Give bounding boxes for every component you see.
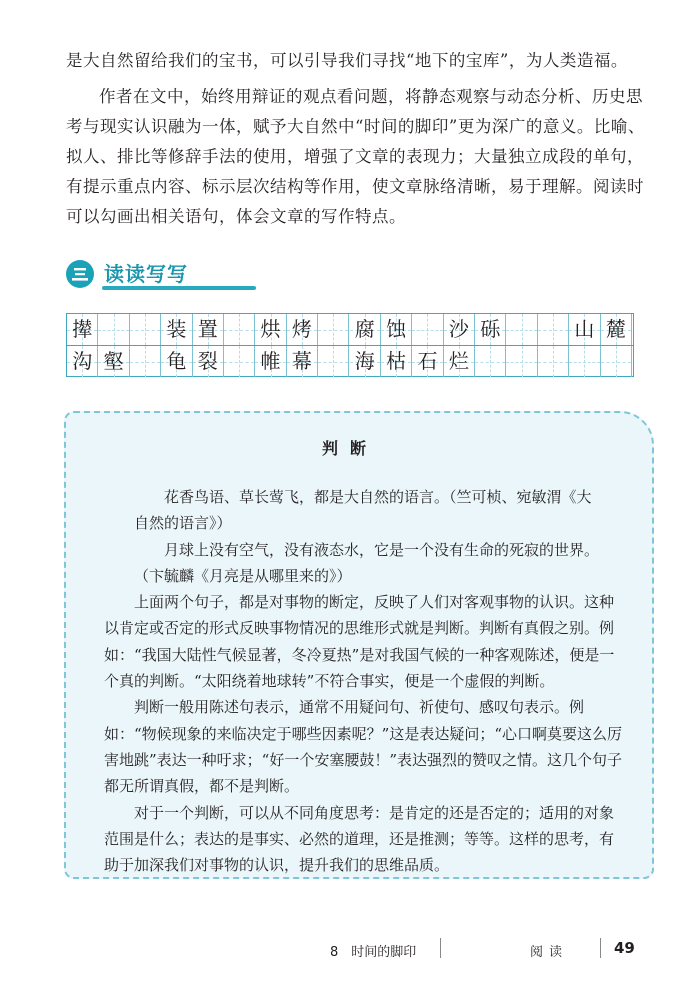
section-title: 读读写写 [104,262,188,286]
word-cell [412,346,443,377]
intro-line: 是大自然留给我们的宝书，可以引导我们寻找“地下的宝库”，为人类造福。 [66,51,628,70]
word-char: 幕 [291,349,312,373]
word-char: 帷 [260,349,281,373]
word-char: 沙 [448,317,469,341]
word-cell [255,346,286,377]
word-char: 烘 [260,317,281,341]
word-cell [350,346,381,377]
word-cell [381,346,412,377]
word-cell [506,346,537,377]
word-char: 海 [354,349,375,373]
box-paragraph: 对于一个判断，可以从不同角度思考：是肯定的还是否定的；适用的对象范围是什么；表达的是事实、必然的道理，还是推测；等等。这样的思考，有助于加深我们对事物的认识，提升我们的思维品质。 [104,803,615,875]
word-grid [66,313,634,377]
word-cell [67,314,98,345]
word-char: 烤 [291,317,312,341]
word-cell [601,346,632,377]
box-title: 判断 [321,439,378,458]
word-char: 蚀 [386,317,407,341]
word-char: 置 [197,317,218,341]
word-cell [444,346,475,377]
word-cell [412,314,443,345]
word-char: 龟 [166,349,187,373]
box-paragraph: 上面两个句子，都是对事物的断定，反映了人们对客观事物的认识。这种以肯定或否定的形式反映事物情况的思维形式就是判断。判断有真假之别。例如：“我国大陆性气候显著，冬冷夏热”是对我国气候的一种客观陈述，便是一个真的判断。“太阳绕着地球转”不符合事实，便是一个虚假的判断。 [104,593,615,691]
word-char: 壑 [103,349,124,373]
word-cell [224,314,255,345]
word-cell [287,346,318,377]
word-cell [318,346,349,377]
word-char: 砾 [480,317,501,341]
word-cell [287,314,318,345]
word-cell [475,314,506,345]
word-char: 烂 [448,349,469,373]
word-cell [130,346,161,377]
word-char: 枯 [386,349,407,373]
word-cell [318,314,349,345]
intro-paragraph: 作者在文中，始终用辩证的观点看问题，将静态观察与动态分析、历史思考与现实认识融为一体，赋予大自然中“时间的脚印”更为深广的意义。比喻、拟人、排比等修辞手法的使用，增强了文章的表现力；大量独立成段的单句，有提示重点内容、标示层次结构等作用，使文章脉络清晰，易于理解。阅读时可以勾画出相关语句，体会文章的写作特点。 [66,87,645,226]
example-quote: 花香鸟语、草长莺飞，都是大自然的语言。（竺可桢、宛敏渭《大自然的语言》） [134,488,592,533]
word-char: 装 [166,317,187,341]
section-number-icon [66,260,94,288]
box-content [104,484,624,878]
page-number: 49 [614,939,635,957]
word-char: 石 [417,349,438,373]
word-cell [224,346,255,377]
word-cell [161,314,192,345]
word-cell [506,314,537,345]
word-cell [255,314,286,345]
word-cell [601,314,632,345]
word-char: 腐 [354,317,375,341]
word-cell [444,314,475,345]
example-quote: 月球上没有空气，没有液态水，它是一个没有生命的死寂的世界。（卞毓麟《月亮是从哪里来的》） [134,540,600,585]
word-cell [381,314,412,345]
word-cell [350,314,381,345]
word-char: 裂 [197,349,218,373]
word-cell [193,346,224,377]
word-grid-row [67,314,633,345]
intro-text [66,46,648,232]
word-grid-row [67,345,633,377]
word-char: 麓 [605,317,626,341]
footer-section: 阅读 [530,945,569,960]
footer-divider [440,938,441,958]
section-underline [102,286,256,290]
box-paragraph: 判断一般用陈述句表示，通常不用疑问句、祈使句、感叹句表示。例如：“物候现象的来临决定于哪些因素呢？”这是表达疑问；“心口啊莫要这么厉害地跳”表达一种吁求；“好一个安塞腰鼓！”表达强烈的赞叹之情。这几个句子都无所谓真假，都不是判断。 [104,698,623,796]
word-cell [98,314,129,345]
word-char: 撵 [72,317,93,341]
word-cell [538,314,569,345]
word-cell [475,346,506,377]
word-cell [569,346,600,377]
word-cell [67,346,98,377]
word-cell [130,314,161,345]
section-heading [66,258,366,292]
word-cell [161,346,192,377]
word-cell [98,346,129,377]
footer-divider [600,938,601,958]
word-char: 沟 [72,349,93,373]
word-char: 山 [574,317,595,341]
word-cell [193,314,224,345]
footer-chapter: 8 时间的脚印 [330,945,417,960]
word-cell [538,346,569,377]
word-cell [569,314,600,345]
